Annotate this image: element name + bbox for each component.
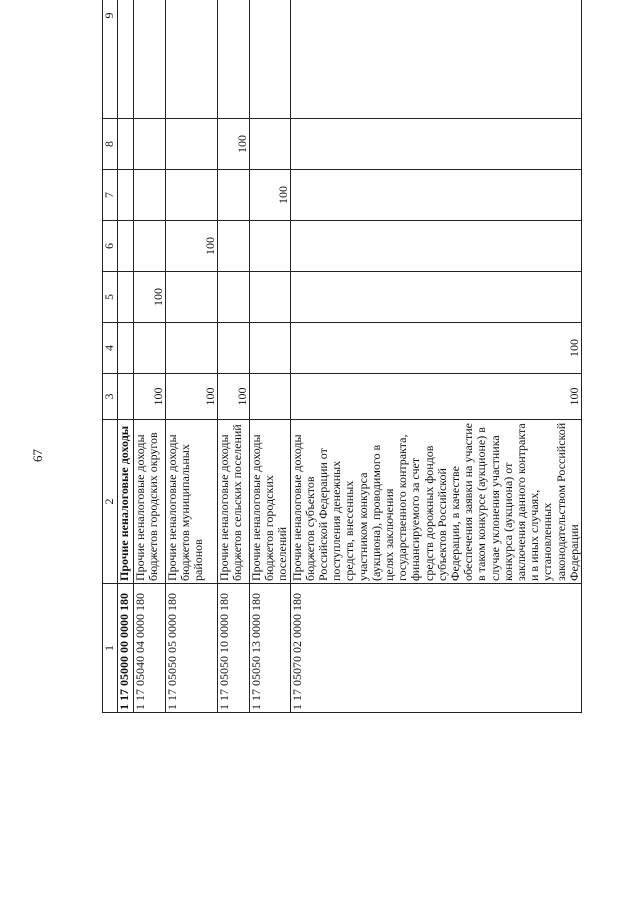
col-header-7: 7 xyxy=(103,170,118,221)
rotated-table-container xyxy=(102,0,582,713)
cell-col5 xyxy=(118,272,134,323)
cell-col9 xyxy=(118,0,134,119)
cell-col8 xyxy=(290,119,581,170)
revenue-table xyxy=(102,0,582,713)
cell-col9 xyxy=(134,0,166,119)
cell-col3: 100 xyxy=(290,374,581,420)
col-header-4: 4 xyxy=(103,323,118,374)
cell-col7 xyxy=(218,170,250,221)
row-code: 1 17 05040 04 0000 180 xyxy=(134,584,166,713)
col-header-2: 2 xyxy=(103,420,118,584)
table-row xyxy=(166,0,218,713)
cell-col6 xyxy=(250,221,291,272)
cell-col7 xyxy=(290,170,581,221)
cell-col6: 100 xyxy=(166,221,218,272)
cell-col4 xyxy=(218,323,250,374)
cell-col3: 100 xyxy=(166,374,218,420)
row-code: 1 17 05050 13 0000 180 xyxy=(250,584,291,713)
cell-col7 xyxy=(134,170,166,221)
cell-col4 xyxy=(250,323,291,374)
row-name: Прочие неналоговые доходы бюджетов субъектов Российской Федерации от поступления денежных средств, внесенных участником конкурса (аукциона), проводимого в целях заключения государственного контракта, финансируемого за счет средств дорожных фондов субъектов Российской Федерации, в качестве обеспечения заявки на участие в таком конкурсе (аукционе) в случае уклонения участника конкурса (аукциона) от заключения данного контракта и в иных случаях, установленных законодательством Российской Федерации xyxy=(290,420,581,584)
cell-col7: 100 xyxy=(250,170,291,221)
header-row xyxy=(103,0,118,713)
cell-col6 xyxy=(290,221,581,272)
col-header-5: 5 xyxy=(103,272,118,323)
cell-col5 xyxy=(166,272,218,323)
row-name: Прочие неналоговые доходы бюджетов городских поселений xyxy=(250,420,291,584)
table-row xyxy=(134,0,166,713)
cell-col4: 100 xyxy=(290,323,581,374)
cell-col3: 100 xyxy=(134,374,166,420)
cell-col7 xyxy=(118,170,134,221)
cell-col8 xyxy=(118,119,134,170)
cell-col6 xyxy=(134,221,166,272)
row-name: Прочие неналоговые доходы бюджетов муниципальных районов xyxy=(166,420,218,584)
row-code: 1 17 05050 05 0000 180 xyxy=(166,584,218,713)
cell-col9 xyxy=(166,0,218,119)
cell-col9 xyxy=(250,0,291,119)
cell-col3 xyxy=(118,374,134,420)
row-code: 1 17 05000 00 0000 180 xyxy=(118,584,134,713)
cell-col4 xyxy=(134,323,166,374)
cell-col6 xyxy=(218,221,250,272)
row-code: 1 17 05050 10 0000 180 xyxy=(218,584,250,713)
row-name: Прочие неналоговые доходы бюджетов городских округов xyxy=(134,420,166,584)
cell-col3 xyxy=(250,374,291,420)
cell-col5 xyxy=(290,272,581,323)
cell-col6 xyxy=(118,221,134,272)
cell-col7 xyxy=(166,170,218,221)
row-name: Прочие неналоговые доходы бюджетов сельских поселений xyxy=(218,420,250,584)
cell-col9 xyxy=(218,0,250,119)
cell-col8 xyxy=(166,119,218,170)
col-header-1: 1 xyxy=(103,584,118,713)
cell-col4 xyxy=(118,323,134,374)
cell-col5 xyxy=(250,272,291,323)
cell-col5 xyxy=(218,272,250,323)
cell-col4 xyxy=(166,323,218,374)
col-header-8: 8 xyxy=(103,119,118,170)
row-code: 1 17 05070 02 0000 180 xyxy=(290,584,581,713)
cell-col8 xyxy=(250,119,291,170)
cell-col8 xyxy=(134,119,166,170)
table-row xyxy=(218,0,250,713)
col-header-9: 9 xyxy=(103,0,118,119)
cell-col9 xyxy=(290,0,581,119)
row-name: Прочие неналоговые доходы xyxy=(118,420,134,584)
page-number: 67 xyxy=(30,449,45,462)
table-row xyxy=(290,0,581,713)
col-header-6: 6 xyxy=(103,221,118,272)
cell-col8: 100 xyxy=(218,119,250,170)
table-row xyxy=(118,0,134,713)
cell-col5: 100 xyxy=(134,272,166,323)
table-row xyxy=(250,0,291,713)
col-header-3: 3 xyxy=(103,374,118,420)
cell-col3: 100 xyxy=(218,374,250,420)
